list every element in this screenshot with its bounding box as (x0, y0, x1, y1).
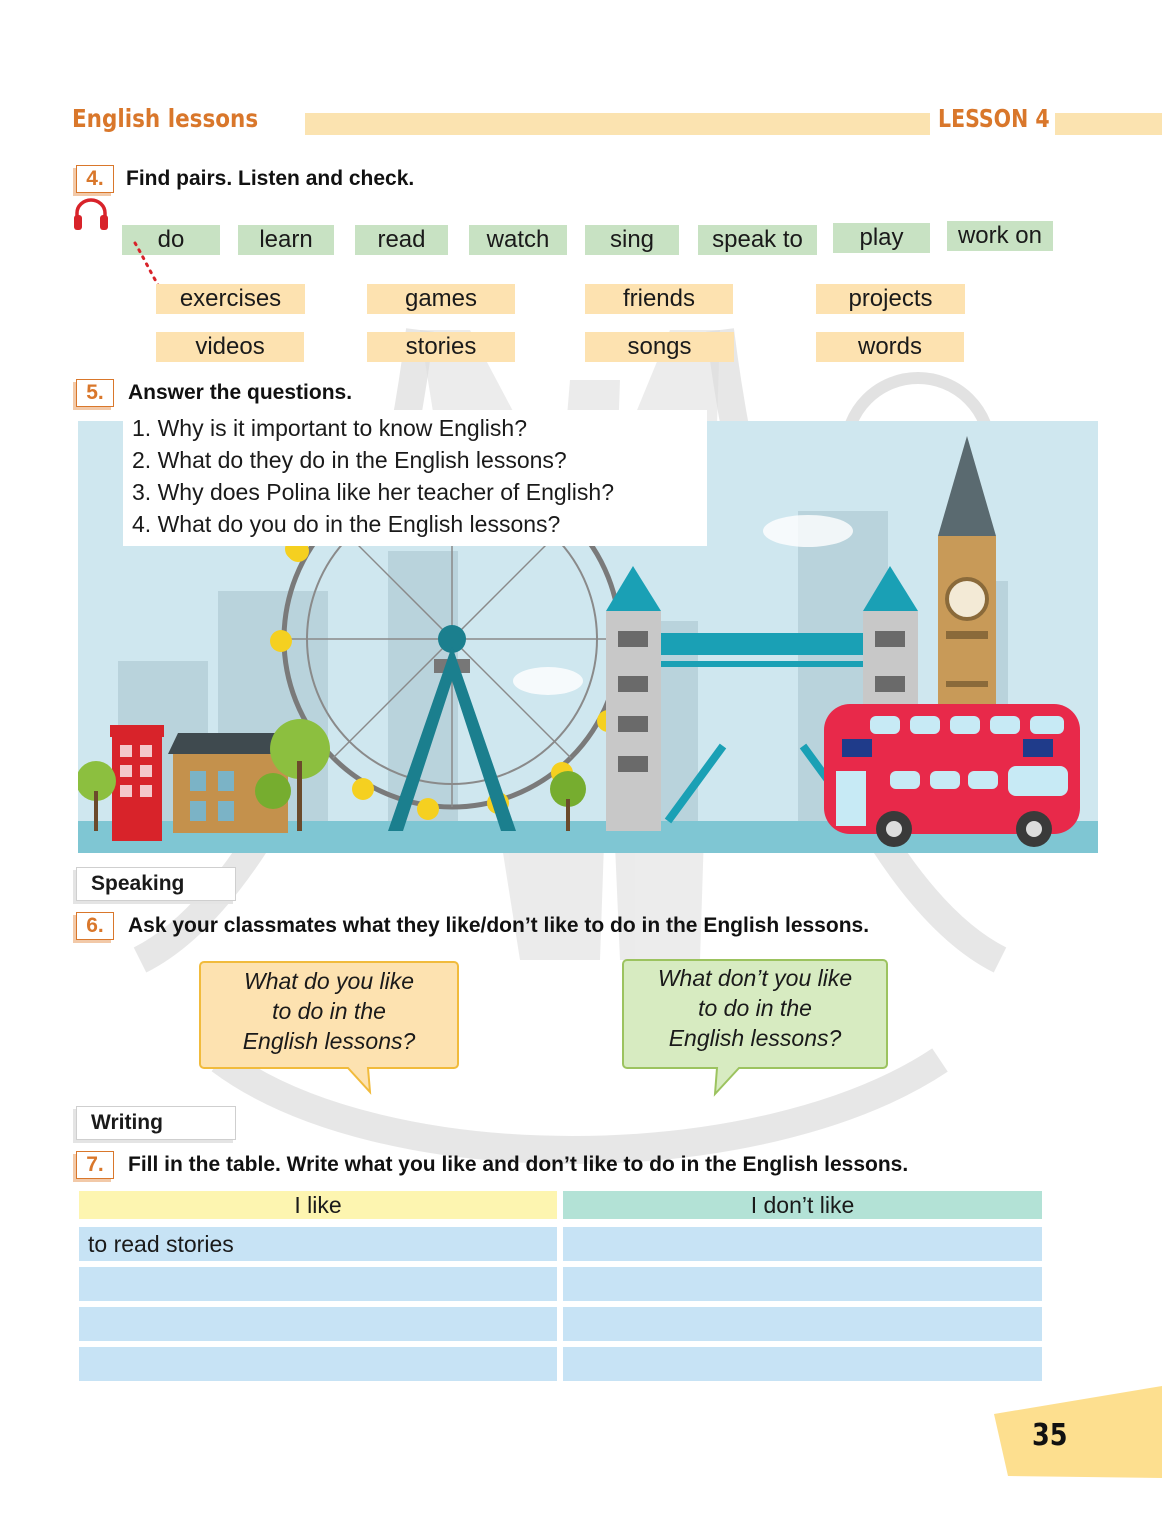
table-header-like: I like (79, 1191, 557, 1219)
verb-label: do (157, 226, 185, 253)
headphones-icon[interactable] (72, 198, 110, 232)
writing-section-label: Writing (76, 1106, 236, 1140)
verb-label: read (377, 226, 426, 253)
noun-label: exercises (179, 285, 282, 312)
exercise-5-number: 5. (76, 379, 114, 407)
noun-chip-videos[interactable] (156, 332, 304, 362)
exercise-6-instruction: Ask your classmates what they like/don’t like to do in the English lessons. (128, 914, 870, 937)
table-cell[interactable] (79, 1347, 557, 1381)
exercise-5-instruction: Answer the questions. (128, 381, 353, 404)
speaking-section-label: Speaking (76, 867, 236, 901)
table-cell[interactable] (563, 1227, 1042, 1261)
table-header-dislike: I don’t like (563, 1191, 1042, 1219)
verb-chip-sing[interactable] (585, 225, 679, 255)
noun-chip-games[interactable] (367, 284, 515, 314)
bubble-dislike-text (623, 963, 887, 1053)
bubble-line: English lessons? (242, 1028, 416, 1054)
verb-chip-work-on[interactable] (947, 221, 1053, 251)
page-number: 35 (1032, 1418, 1068, 1453)
verb-chip-play[interactable] (833, 223, 930, 253)
noun-label: stories (405, 333, 477, 360)
question-1: 1. Why is it important to know English? (132, 415, 527, 441)
table-cell[interactable]: to read stories (79, 1227, 557, 1261)
header-bar-right (1055, 113, 1162, 135)
noun-label: words (857, 333, 923, 360)
exercise-6-number: 6. (76, 912, 114, 940)
verb-chip-watch[interactable] (469, 225, 567, 255)
question-4: 4. What do you do in the English lessons? (132, 511, 561, 537)
verb-label: play (859, 224, 904, 251)
bubble-line: What don’t you like (657, 965, 853, 991)
exercise-7-instruction: Fill in the table. Write what you like and don’t like to do in the English lessons. (128, 1153, 909, 1176)
verb-label: watch (486, 226, 550, 253)
table-cell[interactable] (563, 1267, 1042, 1301)
noun-label: games (404, 285, 478, 312)
noun-chip-friends[interactable] (585, 284, 733, 314)
bubble-line: to do in the (272, 998, 386, 1024)
question-3: 3. Why does Polina like her teacher of English? (132, 479, 614, 505)
table-cell[interactable] (563, 1347, 1042, 1381)
noun-label: projects (848, 285, 933, 312)
table-cell[interactable] (563, 1307, 1042, 1341)
table-cell[interactable] (79, 1267, 557, 1301)
bubble-line: to do in the (698, 995, 812, 1021)
bubble-like-text (200, 966, 458, 1056)
verb-chip-learn[interactable] (238, 225, 334, 255)
question-2: 2. What do they do in the English lessons? (132, 447, 567, 473)
bubble-line: What do you like (243, 968, 415, 994)
verb-chip-speak-to[interactable] (698, 225, 817, 255)
noun-chip-exercises[interactable] (156, 284, 305, 314)
noun-label: songs (627, 333, 692, 360)
verb-label: sing (609, 226, 655, 253)
exercise-4-instruction: Find pairs. Listen and check. (126, 167, 415, 190)
noun-chip-songs[interactable] (585, 332, 734, 362)
verb-label: speak to (712, 226, 803, 253)
bubble-line: English lessons? (668, 1025, 842, 1051)
header-bar (305, 113, 930, 135)
noun-chip-projects[interactable] (816, 284, 965, 314)
table-cell[interactable] (79, 1307, 557, 1341)
exercise-4-number: 4. (76, 165, 114, 193)
verb-chip-read[interactable] (355, 225, 448, 255)
noun-label: friends (622, 285, 696, 312)
lesson-label: LESSON 4 (938, 104, 1050, 133)
verb-label: work on (957, 222, 1043, 249)
page-number-tab (990, 1386, 1162, 1478)
noun-label: videos (195, 333, 265, 360)
noun-chip-words[interactable] (816, 332, 964, 362)
verb-label: learn (259, 226, 313, 253)
noun-chip-stories[interactable] (367, 332, 515, 362)
chapter-title: English lessons (72, 104, 259, 133)
exercise-7-number: 7. (76, 1151, 114, 1179)
